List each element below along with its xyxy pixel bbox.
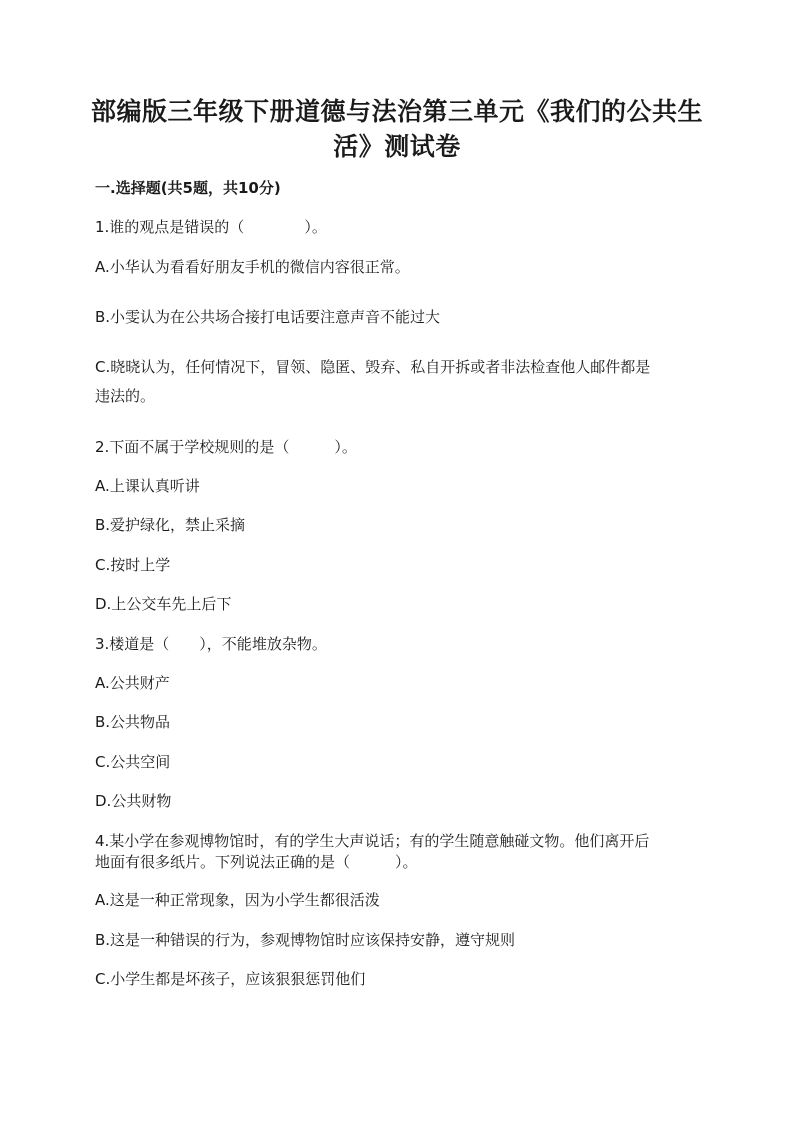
question-4-stem-line-2: 地面有很多纸片。下列说法正确的是（ ）。 [95,853,418,871]
question-4-option-c: C.小学生都是坏孩子，应该狠狠惩罚他们 [95,970,366,988]
question-4-option-b: B.这是一种错误的行为，参观博物馆时应该保持安静，遵守规则 [95,931,516,949]
question-3-stem: 3.楼道是（ ），不能堆放杂物。 [95,635,327,653]
question-3-option-d: D.公共财物 [95,792,172,810]
question-2-option-a: A.上课认真听讲 [95,477,200,495]
question-2-option-c: C.按时上学 [95,556,171,574]
question-3-option-c: C.公共空间 [95,753,171,771]
question-1-option-a: A.小华认为看看好朋友手机的微信内容很正常。 [95,258,410,276]
question-3-option-b: B.公共物品 [95,713,171,731]
question-1-option-c: C.晓晓认为，任何情况下，冒领、隐匿、毁弃、私自开拆或者非法检查他人邮件都是 [95,358,651,376]
question-3-option-a: A.公共财产 [95,674,170,692]
question-4-stem-line-1: 4.某小学在参观博物馆时，有的学生大声说话；有的学生随意触碰文物。他们离开后 [95,832,650,850]
question-2-stem: 2.下面不属于学校规则的是（ ）。 [95,438,357,456]
document-title [90,94,704,164]
question-4-option-a: A.这是一种正常现象，因为小学生都很活泼 [95,891,380,909]
question-1-option-c-continued: 违法的。 [95,387,156,405]
question-1-stem: 1.谁的观点是错误的（ ）。 [95,218,327,236]
section-heading: 一.选择题(共5题，共10分) [95,179,281,197]
question-1-option-b: B.小雯认为在公共场合接打电话要注意声音不能过大 [95,308,441,326]
question-2-option-d: D.上公交车先上后下 [95,595,232,613]
title-line-1: 部编版三年级下册道德与法治第三单元《我们的公共生 [90,97,703,126]
title-line-2: 活》测试卷 [333,132,461,161]
question-2-option-b: B.爱护绿化，禁止采摘 [95,516,246,534]
